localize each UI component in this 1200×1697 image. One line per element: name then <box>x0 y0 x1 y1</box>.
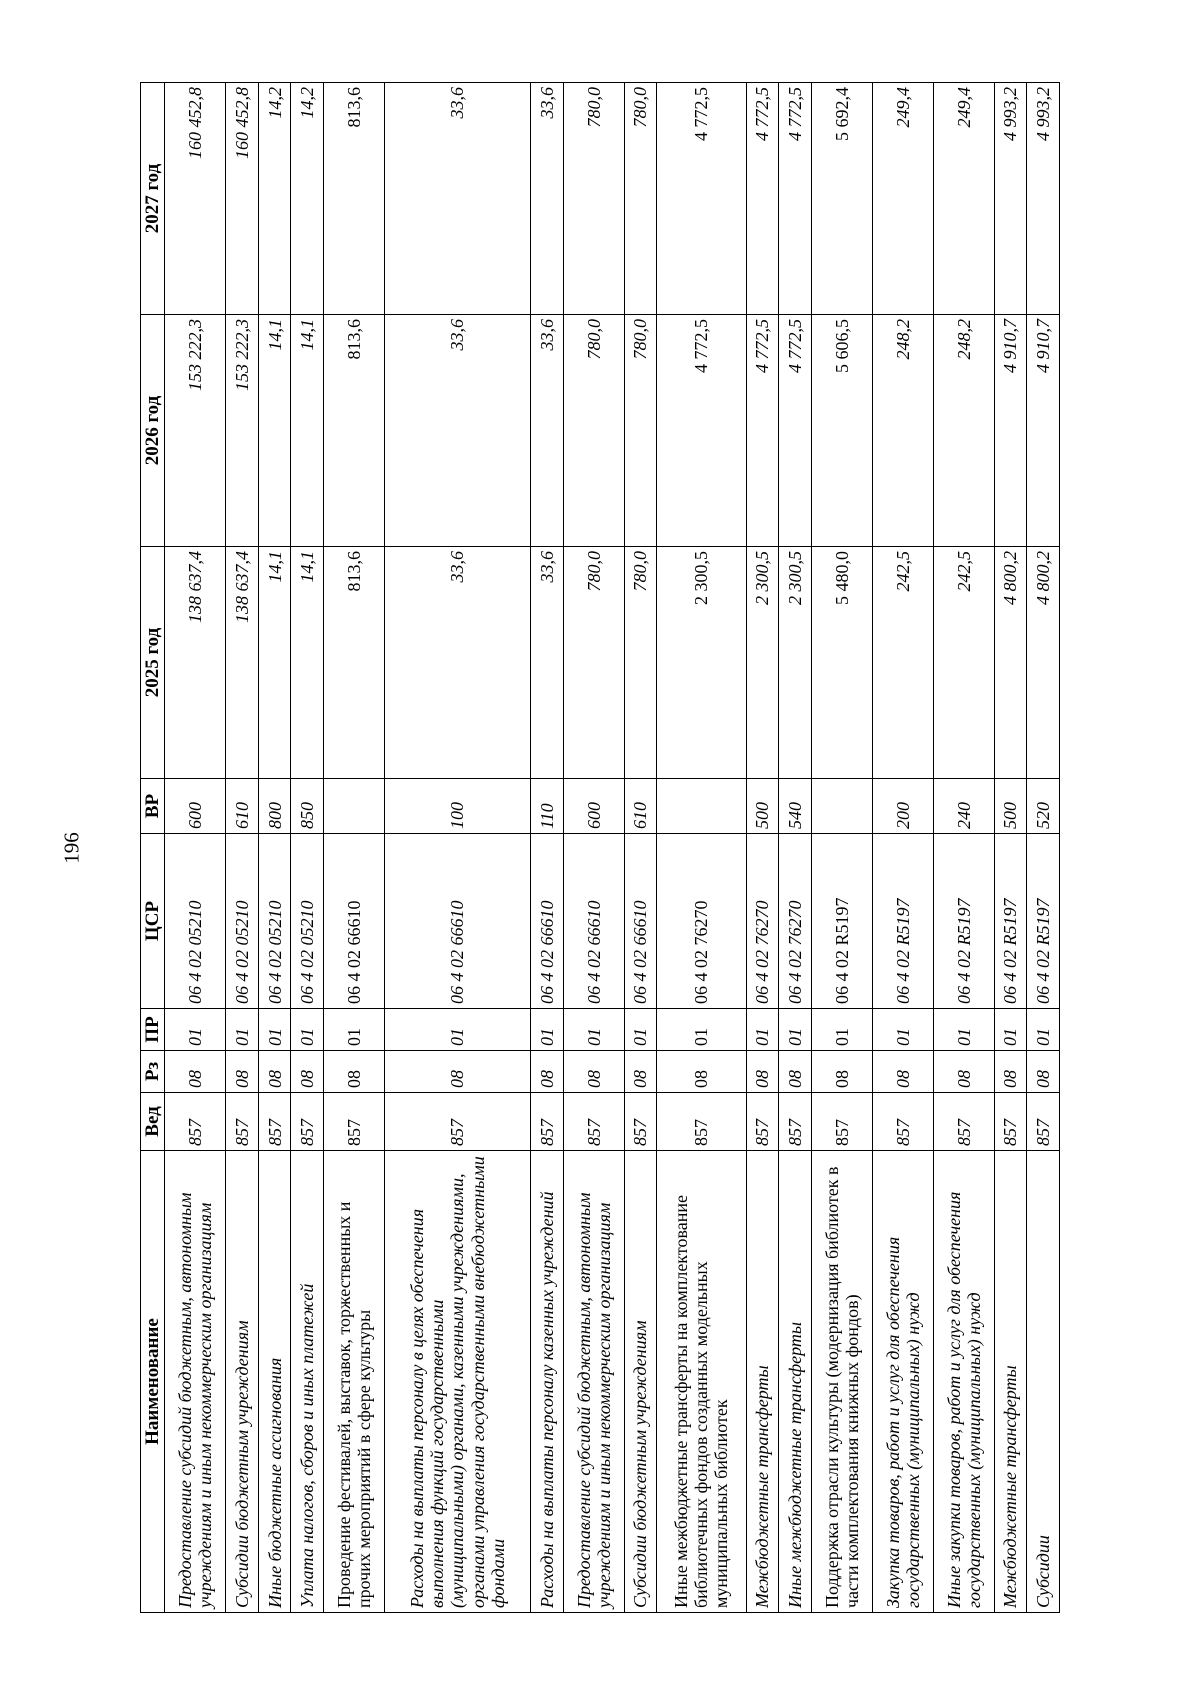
cell-pr: 01 <box>811 1009 872 1051</box>
cell-pr: 01 <box>384 1009 530 1051</box>
cell-csr: 06 4 02 66610 <box>384 834 530 1009</box>
cell-2025: 4 800,2 <box>1027 547 1060 779</box>
cell-name: Иные межбюджетные трансферты <box>779 1151 812 1613</box>
cell-2026: 33,6 <box>384 315 530 547</box>
header-name: Наименование <box>141 1151 165 1613</box>
cell-pr: 01 <box>324 1009 385 1051</box>
cell-rz: 08 <box>563 1051 624 1093</box>
cell-ved: 857 <box>258 1093 291 1151</box>
cell-2027: 4 772,5 <box>657 83 746 315</box>
cell-2025: 242,5 <box>872 547 933 779</box>
cell-vr: 500 <box>746 779 779 834</box>
cell-name: Проведение фестивалей, выставок, торжественных и прочих мероприятий в сфере культуры <box>324 1151 385 1613</box>
cell-2025: 33,6 <box>384 547 530 779</box>
cell-2027: 5 692,4 <box>811 83 872 315</box>
cell-2025: 2 300,5 <box>779 547 812 779</box>
cell-csr: 06 4 02 66610 <box>531 834 564 1009</box>
cell-name: Расходы на выплаты персоналу в целях обеспечения выполнения функций государственными (муниципальными) органами, казенными учреждениями, органами управления государственными внебюджетными фондами <box>384 1151 530 1613</box>
cell-2025: 242,5 <box>933 547 994 779</box>
cell-2027: 4 993,2 <box>994 83 1027 315</box>
cell-ved: 857 <box>994 1093 1027 1151</box>
cell-2025: 2 300,5 <box>746 547 779 779</box>
cell-csr: 06 4 02 66610 <box>324 834 385 1009</box>
cell-pr: 01 <box>933 1009 994 1051</box>
cell-2026: 780,0 <box>624 315 657 547</box>
cell-vr: 520 <box>1027 779 1060 834</box>
table-row <box>779 83 812 1613</box>
cell-csr: 06 4 02 R5197 <box>811 834 872 1009</box>
cell-pr: 01 <box>563 1009 624 1051</box>
cell-2027: 160 452,8 <box>226 83 259 315</box>
cell-csr: 06 4 02 05210 <box>258 834 291 1009</box>
header-2025: 2025 год <box>141 547 165 779</box>
cell-2027: 160 452,8 <box>165 83 226 315</box>
cell-rz: 08 <box>226 1051 259 1093</box>
cell-pr: 01 <box>779 1009 812 1051</box>
cell-rz: 08 <box>165 1051 226 1093</box>
cell-2027: 33,6 <box>531 83 564 315</box>
cell-2027: 14,2 <box>291 83 324 315</box>
cell-pr: 01 <box>994 1009 1027 1051</box>
header-ved: Вед <box>141 1093 165 1151</box>
cell-name: Межбюджетные трансферты <box>746 1151 779 1613</box>
cell-ved: 857 <box>1027 1093 1060 1151</box>
cell-rz: 08 <box>624 1051 657 1093</box>
table-row <box>384 83 530 1613</box>
cell-pr: 01 <box>226 1009 259 1051</box>
cell-ved: 857 <box>165 1093 226 1151</box>
cell-2025: 138 637,4 <box>165 547 226 779</box>
cell-name: Поддержка отрасли культуры (модернизация библиотек в части комплектования книжных фондов) <box>811 1151 872 1613</box>
cell-2027: 4 772,5 <box>779 83 812 315</box>
cell-2025: 780,0 <box>563 547 624 779</box>
cell-2026: 248,2 <box>933 315 994 547</box>
cell-2026: 153 222,3 <box>226 315 259 547</box>
cell-ved: 857 <box>811 1093 872 1151</box>
cell-2027: 780,0 <box>624 83 657 315</box>
table-row <box>872 83 933 1613</box>
cell-2025: 14,1 <box>258 547 291 779</box>
cell-rz: 08 <box>994 1051 1027 1093</box>
cell-2025: 138 637,4 <box>226 547 259 779</box>
cell-csr: 06 4 02 05210 <box>165 834 226 1009</box>
table-row <box>226 83 259 1613</box>
cell-2027: 249,4 <box>872 83 933 315</box>
cell-pr: 01 <box>165 1009 226 1051</box>
cell-csr: 06 4 02 05210 <box>226 834 259 1009</box>
cell-name: Закупка товаров, работ и услуг для обеспечения государственных (муниципальных) нужд <box>872 1151 933 1613</box>
cell-2026: 14,1 <box>291 315 324 547</box>
cell-name: Иные бюджетные ассигнования <box>258 1151 291 1613</box>
cell-2025: 780,0 <box>624 547 657 779</box>
cell-2027: 813,6 <box>324 83 385 315</box>
page-number: 196 <box>59 832 84 864</box>
table-row <box>746 83 779 1613</box>
cell-ved: 857 <box>624 1093 657 1151</box>
table-header-row <box>141 83 165 1613</box>
cell-2025: 813,6 <box>324 547 385 779</box>
table-row <box>657 83 746 1613</box>
cell-pr: 01 <box>746 1009 779 1051</box>
cell-csr: 06 4 02 R5197 <box>994 834 1027 1009</box>
cell-name: Иные закупки товаров, работ и услуг для обеспечения государственных (муниципальных) нужд <box>933 1151 994 1613</box>
cell-pr: 01 <box>1027 1009 1060 1051</box>
cell-pr: 01 <box>624 1009 657 1051</box>
cell-2027: 4 772,5 <box>746 83 779 315</box>
cell-rz: 08 <box>872 1051 933 1093</box>
header-csr: ЦСР <box>141 834 165 1009</box>
cell-rz: 08 <box>531 1051 564 1093</box>
cell-vr: 600 <box>165 779 226 834</box>
cell-csr: 06 4 02 R5197 <box>1027 834 1060 1009</box>
header-2027: 2027 год <box>141 83 165 315</box>
cell-2026: 5 606,5 <box>811 315 872 547</box>
cell-csr: 06 4 02 76270 <box>746 834 779 1009</box>
cell-vr: 850 <box>291 779 324 834</box>
cell-rz: 08 <box>779 1051 812 1093</box>
table-body <box>165 83 1060 1613</box>
cell-vr: 240 <box>933 779 994 834</box>
table-row <box>531 83 564 1613</box>
table-row <box>563 83 624 1613</box>
table-row <box>994 83 1027 1613</box>
cell-rz: 08 <box>291 1051 324 1093</box>
cell-pr: 01 <box>657 1009 746 1051</box>
cell-ved: 857 <box>531 1093 564 1151</box>
cell-name: Субсидии <box>1027 1151 1060 1613</box>
cell-2026: 4 772,5 <box>657 315 746 547</box>
cell-vr: 200 <box>872 779 933 834</box>
cell-2025: 33,6 <box>531 547 564 779</box>
cell-name: Уплата налогов, сборов и иных платежей <box>291 1151 324 1613</box>
cell-2026: 4 910,7 <box>1027 315 1060 547</box>
cell-name: Межбюджетные трансферты <box>994 1151 1027 1613</box>
cell-2026: 4 772,5 <box>746 315 779 547</box>
table-row <box>324 83 385 1613</box>
table-row <box>811 83 872 1613</box>
cell-rz: 08 <box>933 1051 994 1093</box>
cell-2027: 4 993,2 <box>1027 83 1060 315</box>
cell-2027: 33,6 <box>384 83 530 315</box>
cell-pr: 01 <box>258 1009 291 1051</box>
table-row <box>1027 83 1060 1613</box>
cell-2026: 780,0 <box>563 315 624 547</box>
cell-vr <box>324 779 385 834</box>
cell-csr: 06 4 02 R5197 <box>872 834 933 1009</box>
cell-ved: 857 <box>779 1093 812 1151</box>
cell-name: Субсидии бюджетным учреждениям <box>226 1151 259 1613</box>
cell-2025: 5 480,0 <box>811 547 872 779</box>
cell-vr <box>657 779 746 834</box>
cell-name: Предоставление субсидий бюджетным, автономным учреждениям и иным некоммерческим организациям <box>563 1151 624 1613</box>
cell-vr <box>811 779 872 834</box>
cell-rz: 08 <box>746 1051 779 1093</box>
table-row <box>291 83 324 1613</box>
cell-pr: 01 <box>872 1009 933 1051</box>
cell-vr: 500 <box>994 779 1027 834</box>
cell-pr: 01 <box>531 1009 564 1051</box>
cell-pr: 01 <box>291 1009 324 1051</box>
cell-name: Субсидии бюджетным учреждениям <box>624 1151 657 1613</box>
cell-vr: 100 <box>384 779 530 834</box>
table-row <box>624 83 657 1613</box>
cell-ved: 857 <box>933 1093 994 1151</box>
cell-2026: 33,6 <box>531 315 564 547</box>
cell-ved: 857 <box>226 1093 259 1151</box>
cell-2027: 249,4 <box>933 83 994 315</box>
cell-csr: 06 4 02 76270 <box>657 834 746 1009</box>
cell-vr: 610 <box>226 779 259 834</box>
cell-ved: 857 <box>746 1093 779 1151</box>
cell-vr: 110 <box>531 779 564 834</box>
cell-2026: 248,2 <box>872 315 933 547</box>
cell-2026: 14,1 <box>258 315 291 547</box>
cell-vr: 800 <box>258 779 291 834</box>
budget-table <box>140 82 1060 1613</box>
cell-2026: 4 772,5 <box>779 315 812 547</box>
cell-csr: 06 4 02 76270 <box>779 834 812 1009</box>
header-vr: ВР <box>141 779 165 834</box>
cell-rz: 08 <box>258 1051 291 1093</box>
cell-2027: 14,2 <box>258 83 291 315</box>
cell-ved: 857 <box>563 1093 624 1151</box>
cell-ved: 857 <box>291 1093 324 1151</box>
cell-vr: 610 <box>624 779 657 834</box>
cell-ved: 857 <box>872 1093 933 1151</box>
header-2026: 2026 год <box>141 315 165 547</box>
cell-2026: 153 222,3 <box>165 315 226 547</box>
cell-ved: 857 <box>657 1093 746 1151</box>
cell-csr: 06 4 02 R5197 <box>933 834 994 1009</box>
header-rz: Рз <box>141 1051 165 1093</box>
cell-name: Предоставление субсидий бюджетным, автономным учреждениям и иным некоммерческим организациям <box>165 1151 226 1613</box>
cell-2025: 2 300,5 <box>657 547 746 779</box>
cell-csr: 06 4 02 66610 <box>563 834 624 1009</box>
cell-rz: 08 <box>384 1051 530 1093</box>
table-row <box>165 83 226 1613</box>
cell-csr: 06 4 02 05210 <box>291 834 324 1009</box>
table-row <box>258 83 291 1613</box>
cell-rz: 08 <box>811 1051 872 1093</box>
cell-2025: 4 800,2 <box>994 547 1027 779</box>
table-row <box>933 83 994 1613</box>
cell-rz: 08 <box>1027 1051 1060 1093</box>
cell-2027: 780,0 <box>563 83 624 315</box>
cell-vr: 540 <box>779 779 812 834</box>
cell-csr: 06 4 02 66610 <box>624 834 657 1009</box>
cell-2025: 14,1 <box>291 547 324 779</box>
cell-rz: 08 <box>657 1051 746 1093</box>
cell-vr: 600 <box>563 779 624 834</box>
cell-2026: 4 910,7 <box>994 315 1027 547</box>
cell-name: Расходы на выплаты персоналу казенных учреждений <box>531 1151 564 1613</box>
rotated-table-container <box>140 83 1060 1613</box>
cell-rz: 08 <box>324 1051 385 1093</box>
header-pr: ПР <box>141 1009 165 1051</box>
cell-2026: 813,6 <box>324 315 385 547</box>
cell-ved: 857 <box>324 1093 385 1151</box>
cell-ved: 857 <box>384 1093 530 1151</box>
cell-name: Иные межбюджетные трансферты на комплектование библиотечных фондов созданных модельных муниципальных библиотек <box>657 1151 746 1613</box>
